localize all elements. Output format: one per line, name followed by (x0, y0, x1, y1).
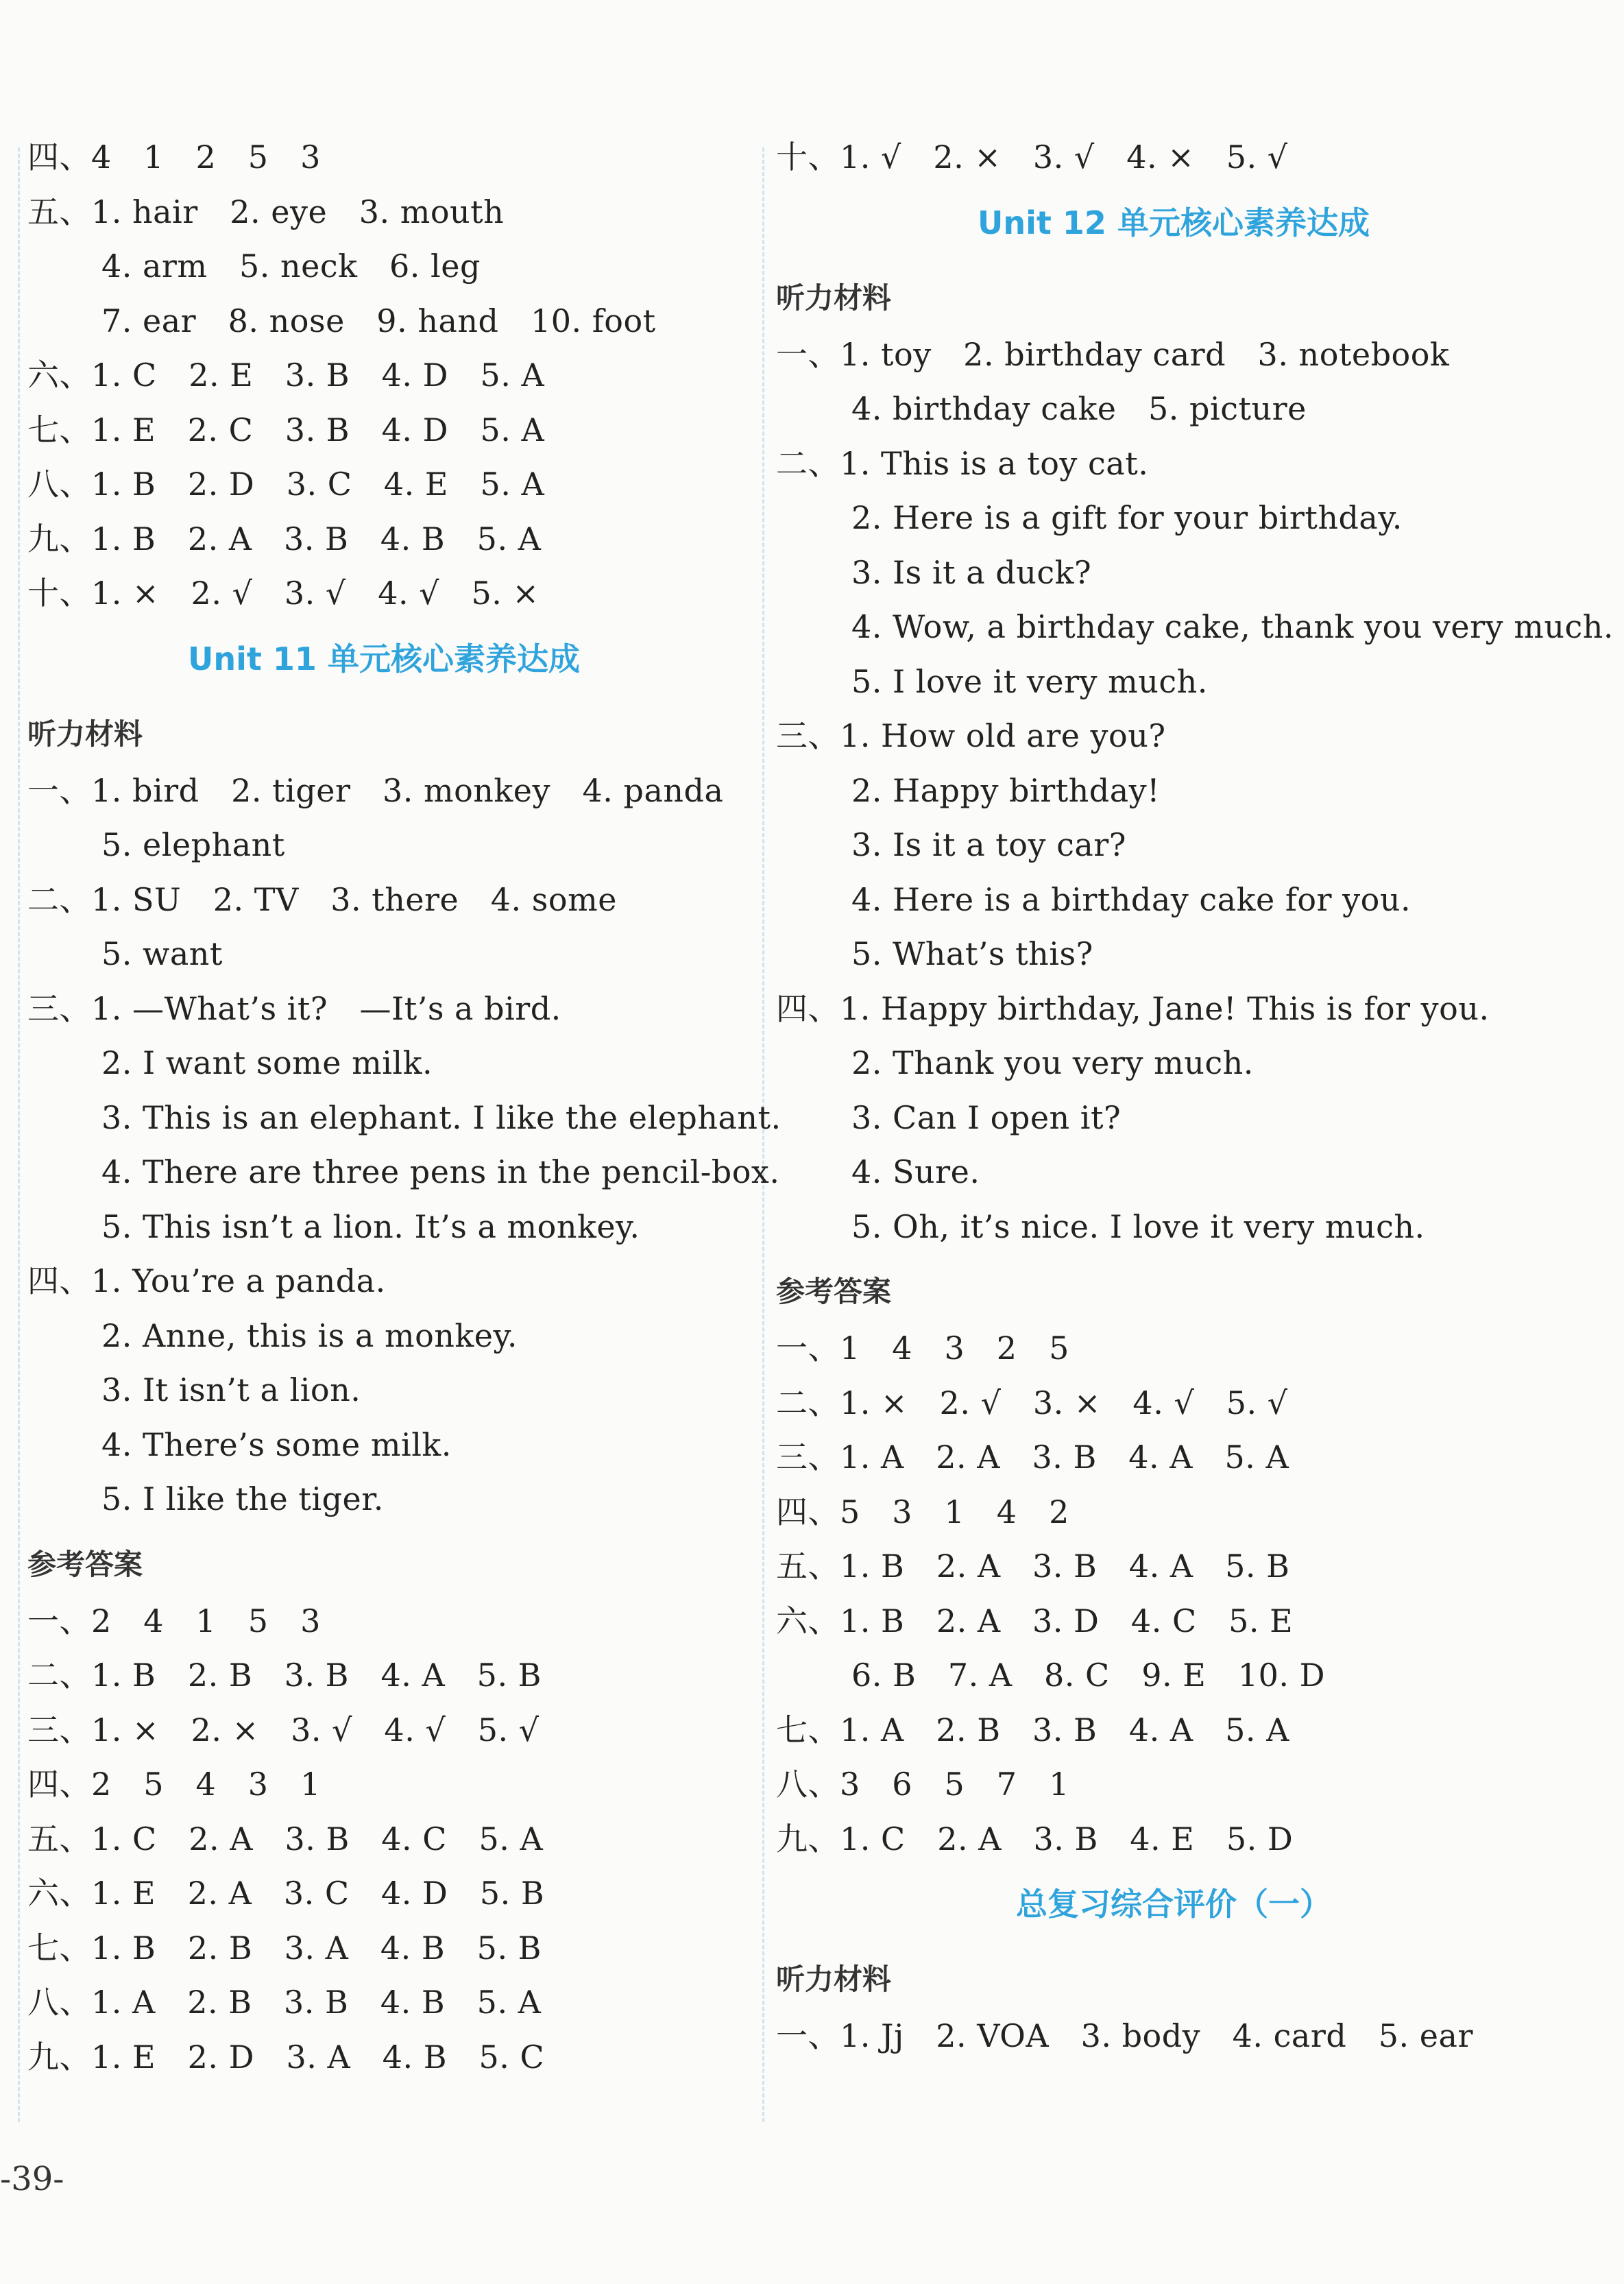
answer-line: 十、1. × 2. √ 3. √ 4. √ 5. × (27, 575, 540, 612)
answer-line: 7. ear 8. nose 9. hand 10. foot (101, 302, 656, 339)
answer-line: 六、1. C 2. E 3. B 4. D 5. A (27, 357, 545, 394)
left-margin-line (18, 147, 20, 2122)
listening-heading: 听力材料 (776, 280, 892, 315)
answer-line: 七、1. E 2. C 3. B 4. D 5. A (27, 411, 545, 448)
answer-line: 四、4 1 2 5 3 (27, 139, 321, 176)
answer-line: 六、1. B 2. A 3. D 4. C 5. E (776, 1602, 1294, 1639)
listening-line: 二、1. SU 2. TV 3. there 4. some (27, 880, 617, 918)
listening-line: 4. birthday cake 5. picture (851, 390, 1307, 427)
answer-line: 四、2 5 4 3 1 (27, 1766, 321, 1803)
listening-line: 5. want (101, 935, 223, 972)
unit11-heading: Unit 11 单元核心素养达成 (188, 640, 580, 677)
listening-line: 2. I want some milk. (101, 1044, 433, 1081)
listening-line: 4. There’s some milk. (101, 1426, 452, 1463)
listening-line: 三、1. —What’s it? —It’s a bird. (27, 989, 561, 1027)
answer-line: 五、1. C 2. A 3. B 4. C 5. A (27, 1820, 544, 1858)
answer-line: 九、1. B 2. A 3. B 4. B 5. A (27, 520, 542, 557)
listening-line: 5. elephant (101, 826, 285, 863)
answer-line: 七、1. A 2. B 3. B 4. A 5. A (776, 1711, 1289, 1748)
answer-line: 三、1. A 2. A 3. B 4. A 5. A (776, 1439, 1289, 1476)
listening-line: 4. Wow, a birthday cake, thank you very much. (851, 608, 1614, 645)
answer-line: 4. arm 5. neck 6. leg (101, 248, 481, 285)
answer-line: 五、1. hair 2. eye 3. mouth (27, 193, 505, 230)
listening-line: 4. Sure. (851, 1153, 980, 1190)
listening-line: 5. This isn’t a lion. It’s a monkey. (101, 1207, 640, 1245)
answer-line: 七、1. B 2. B 3. A 4. B 5. B (27, 1929, 542, 1967)
review-heading: 总复习综合评价（一） (1016, 1886, 1331, 1923)
listening-line: 四、1. Happy birthday, Jane! This is for you. (776, 989, 1490, 1027)
answer-line: 八、1. A 2. B 3. B 4. B 5. A (27, 1984, 542, 2021)
listening-heading: 听力材料 (27, 717, 143, 751)
page-number: -39- (0, 2160, 64, 2198)
left-column (27, 130, 781, 2084)
answer-line: 二、1. B 2. B 3. B 4. A 5. B (27, 1657, 542, 1694)
answer-line: 6. B 7. A 8. C 9. E 10. D (851, 1657, 1325, 1694)
answer-line: 四、5 3 1 4 2 (776, 1493, 1069, 1530)
listening-line: 二、1. This is a toy cat. (776, 444, 1149, 482)
listening-line: 一、1. toy 2. birthday card 3. notebook (776, 335, 1450, 373)
listening-line: 5. I love it very much. (851, 662, 1208, 700)
listening-line: 一、1. Jj 2. VOA 3. body 4. card 5. ear (776, 2017, 1473, 2054)
listening-line: 2. Here is a gift for your birthday. (851, 499, 1403, 536)
answer-line: 六、1. E 2. A 3. C 4. D 5. B (27, 1875, 545, 1912)
answer-line: 八、1. B 2. D 3. C 4. E 5. A (27, 466, 545, 503)
listening-line: 三、1. How old are you? (776, 717, 1166, 754)
answer-line: 二、1. × 2. √ 3. × 4. √ 5. √ (776, 1384, 1288, 1421)
listening-line: 2. Thank you very much. (851, 1044, 1254, 1081)
listening-line: 4. Here is a birthday cake for you. (851, 880, 1411, 918)
answers-heading: 参考答案 (776, 1275, 892, 1308)
answer-line: 十、1. √ 2. × 3. √ 4. × 5. √ (776, 139, 1288, 176)
answer-line: 八、3 6 5 7 1 (776, 1766, 1069, 1803)
listening-line: 3. It isn’t a lion. (101, 1371, 361, 1408)
listening-line: 4. There are three pens in the pencil-box. (101, 1153, 780, 1190)
listening-line: 5. Oh, it’s nice. I love it very much. (851, 1207, 1425, 1245)
listening-line: 2. Happy birthday! (851, 771, 1161, 809)
listening-line: 5. I like the tiger. (101, 1480, 384, 1517)
listening-line: 3. Can I open it? (851, 1098, 1122, 1136)
listening-line: 四、1. You’re a panda. (27, 1262, 386, 1299)
right-column (776, 130, 1614, 2064)
answer-line: 五、1. B 2. A 3. B 4. A 5. B (776, 1548, 1290, 1585)
answer-line: 一、2 4 1 5 3 (27, 1602, 321, 1639)
answer-line: 九、1. C 2. A 3. B 4. E 5. D (776, 1820, 1294, 1858)
answer-line: 三、1. × 2. × 3. √ 4. √ 5. √ (27, 1711, 540, 1748)
answers-heading: 参考答案 (27, 1547, 143, 1581)
review-listening-heading: 听力材料 (776, 1962, 892, 1996)
listening-line: 3. Is it a toy car? (851, 826, 1126, 863)
listening-line: 2. Anne, this is a monkey. (101, 1317, 518, 1354)
answer-line: 一、1 4 3 2 5 (776, 1330, 1069, 1367)
listening-line: 3. This is an elephant. I like the elephant. (101, 1098, 781, 1136)
answer-line: 九、1. E 2. D 3. A 4. B 5. C (27, 2038, 545, 2076)
listening-line: 一、1. bird 2. tiger 3. monkey 4. panda (27, 771, 724, 809)
listening-line: 3. Is it a duck? (851, 553, 1092, 591)
listening-line: 5. What’s this? (851, 935, 1093, 972)
unit12-heading: Unit 12 单元核心素养达成 (978, 204, 1370, 241)
